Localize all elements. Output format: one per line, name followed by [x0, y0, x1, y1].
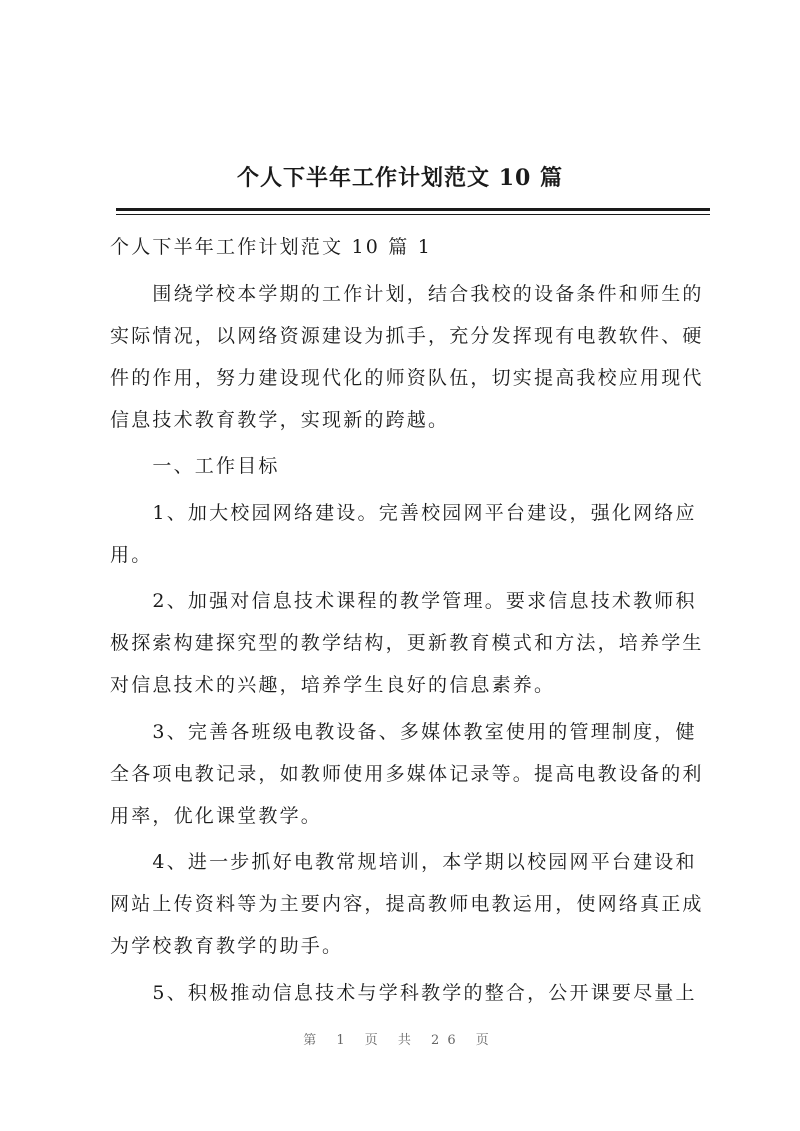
body-line: 围绕学校本学期的工作计划，结合我校的设备条件和师生的: [110, 282, 704, 305]
body-line: 2、加强对信息技术课程的教学管理。要求信息技术教师积: [110, 590, 697, 612]
title-rule-thin: [116, 214, 710, 215]
body-line: 3、完善各班级电教设备、多媒体教室使用的管理制度，健: [110, 720, 697, 743]
page-number-footer: 第 1 页 共 26 页: [303, 1033, 497, 1048]
body-line: 对信息技术的兴趣，培养学生良好的信息素养。: [110, 674, 556, 696]
body-line: 用。: [110, 543, 153, 566]
body-line: 4、进一步抓好电教常规培训，本学期以校园网平台建设和: [110, 851, 697, 873]
body-line: 5、积极推动信息技术与学科教学的整合，公开课要尽量上: [110, 981, 697, 1004]
body-line: 实际情况，以网络资源建设为抓手，充分发挥现有电教软件、硬: [110, 324, 704, 347]
body-line: 一、工作目标: [110, 455, 280, 477]
body-line: 件的作用，努力建设现代化的师资队伍，切实提高我校应用现代: [110, 366, 704, 389]
document-title: 个人下半年工作计划范文 10 篇: [237, 165, 563, 191]
body-line: 为学校教育教学的助手。: [110, 935, 344, 957]
body-line: 全各项电教记录，如教师使用多媒体记录等。提高电教设备的利: [110, 762, 704, 785]
title-rule-thick: [116, 208, 710, 211]
body-line: 1、加大校园网络建设。完善校园网平台建设，强化网络应: [110, 501, 697, 524]
section-heading: 个人下半年工作计划范文 10 篇 1: [110, 236, 432, 258]
body-line: 用率，优化课堂教学。: [110, 804, 323, 827]
document-body: [110, 226, 710, 1014]
body-line: 信息技术教育教学，实现新的跨越。: [110, 408, 450, 431]
body-line: 网站上传资料等为主要内容，提高教师电教运用，使网络真正成: [110, 893, 704, 915]
body-line: 极探索构建探究型的教学结构，更新教育模式和方法，培养学生: [110, 632, 704, 654]
